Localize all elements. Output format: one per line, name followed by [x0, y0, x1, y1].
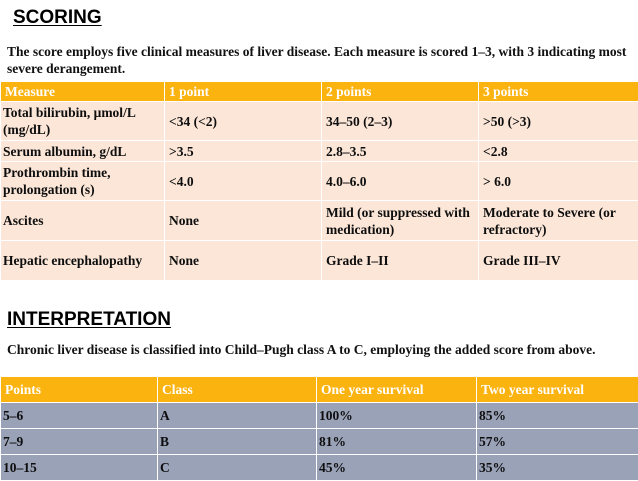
- table-cell: Hepatic encephalopathy: [1, 241, 165, 281]
- table-cell: 5–6: [1, 403, 158, 429]
- scoring-intro: The score employs five clinical measures of liver disease. Each measure is scored 1–3, with 3 indicating most severe derangement.: [7, 43, 633, 77]
- column-header: 2 points: [322, 82, 479, 102]
- table-cell: 4.0–6.0: [322, 162, 479, 201]
- table-cell: 10–15: [1, 455, 158, 481]
- column-header: Class: [158, 377, 317, 403]
- table-cell: 7–9: [1, 429, 158, 455]
- table-row: [1, 201, 638, 241]
- table-cell: > 6.0: [479, 162, 638, 201]
- table-cell: A: [158, 403, 317, 429]
- column-header: Two year survival: [477, 377, 638, 403]
- scoring-header-row: [1, 82, 638, 102]
- table-row: [1, 241, 638, 281]
- table-cell: 2.8–3.5: [322, 141, 479, 162]
- column-header: 1 point: [165, 82, 322, 102]
- table-cell: 35%: [477, 455, 638, 481]
- column-header: One year survival: [317, 377, 477, 403]
- table-row: [1, 102, 638, 141]
- table-cell: 100%: [317, 403, 477, 429]
- interpretation-header-row: [1, 377, 638, 403]
- column-header: 3 points: [479, 82, 638, 102]
- interpretation-table: [0, 376, 638, 481]
- table-row: [1, 455, 638, 481]
- table-cell: C: [158, 455, 317, 481]
- table-cell: Grade I–II: [322, 241, 479, 281]
- table-cell: >3.5: [165, 141, 322, 162]
- table-cell: 85%: [477, 403, 638, 429]
- scoring-heading: SCORING: [13, 7, 102, 29]
- table-cell: Total bilirubin, μmol/L (mg/dL): [1, 102, 165, 141]
- table-cell: Ascites: [1, 201, 165, 241]
- table-row: [1, 403, 638, 429]
- table-row: [1, 429, 638, 455]
- table-cell: B: [158, 429, 317, 455]
- table-cell: Mild (or suppressed with medication): [322, 201, 479, 241]
- table-cell: <2.8: [479, 141, 638, 162]
- column-header: Measure: [1, 82, 165, 102]
- table-cell: 45%: [317, 455, 477, 481]
- column-header: Points: [1, 377, 158, 403]
- table-cell: <4.0: [165, 162, 322, 201]
- scoring-table: [0, 81, 638, 281]
- table-cell: 34–50 (2–3): [322, 102, 479, 141]
- table-cell: 81%: [317, 429, 477, 455]
- table-cell: None: [165, 201, 322, 241]
- table-cell: Grade III–IV: [479, 241, 638, 281]
- table-cell: Moderate to Severe (or refractory): [479, 201, 638, 241]
- table-row: [1, 162, 638, 201]
- table-cell: <34 (<2): [165, 102, 322, 141]
- table-row: [1, 141, 638, 162]
- table-cell: >50 (>3): [479, 102, 638, 141]
- table-cell: Serum albumin, g/dL: [1, 141, 165, 162]
- table-cell: None: [165, 241, 322, 281]
- table-cell: 57%: [477, 429, 638, 455]
- interpretation-intro: Chronic liver disease is classified into Child–Pugh class A to C, employing the added score from above.: [7, 341, 633, 358]
- interpretation-heading: INTERPRETATION: [7, 309, 171, 331]
- table-cell: Prothrombin time, prolongation (s): [1, 162, 165, 201]
